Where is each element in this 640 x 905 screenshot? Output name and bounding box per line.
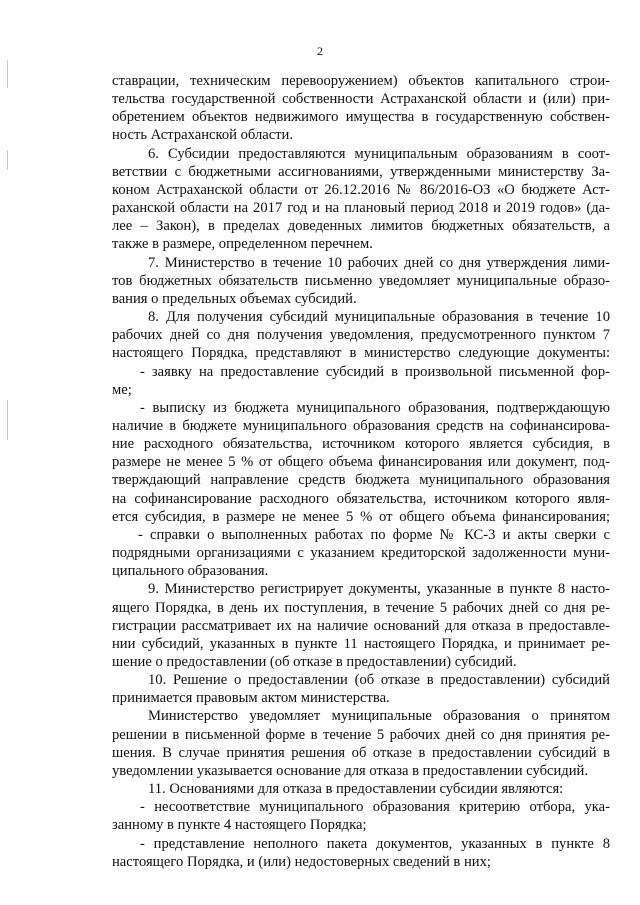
text-line: шение о предоставлении (об отказе в предоставлении) субсидий. bbox=[112, 654, 517, 670]
page-number: 2 bbox=[317, 44, 323, 58]
text-line: тов бюджетных обязательств письменно уведомляет муниципальные образо- bbox=[112, 272, 610, 289]
text-line: размере не менее 5 % от общего объема финансирования или документ, под- bbox=[112, 454, 610, 471]
text-line: 7. Министерство в течение 10 рабочих дней со дня утверждения лими- bbox=[148, 254, 610, 271]
text-line: 8. Для получения субсидий муниципальные образования в течение 10 bbox=[148, 309, 610, 326]
text-line: тельства государственной собственности Астраханской области и (или) при- bbox=[112, 91, 610, 108]
text-line: принимается правовым актом министерства. bbox=[112, 690, 390, 707]
document-body bbox=[112, 72, 610, 871]
text-line: 6. Субсидии предоставляются муниципальным образованиям в соот- bbox=[148, 145, 610, 162]
text-line: занному в пункте 4 настоящего Порядка; bbox=[112, 817, 367, 834]
text-line: коном Астраханской области от 26.12.2016 № 86/2016-ОЗ «О бюджете Аст- bbox=[112, 181, 610, 198]
text-line: ность Астраханской области. bbox=[112, 127, 294, 144]
text-line: настоящего Порядка, и (или) недостоверных сведений в них; bbox=[112, 853, 491, 870]
text-line: 11. Основаниями для отказа в предоставлении субсидии являются: bbox=[148, 781, 564, 798]
text-line: раханской области на 2017 год и на плановый период 2018 и 2019 годов» (да- bbox=[112, 200, 610, 217]
text-line: настоящего Порядка, представляют в министерство следующие документы: bbox=[112, 345, 610, 362]
text-line: ветствии с бюджетными ассигнованиями, утвержденными министерству За- bbox=[112, 163, 610, 180]
text-line: - несоответствие муниципального образования критерию отбора, ука- bbox=[140, 799, 610, 816]
text-line: ется субсидия, в размере не менее 5 % от общего объема финансирования; bbox=[112, 508, 610, 525]
text-line: - выписку из бюджета муниципального образования, подтверждающую bbox=[140, 399, 610, 416]
text-line: вания о предельных объемах субсидий. bbox=[112, 290, 357, 307]
text-line: 10. Решение о предоставлении (об отказе в предоставлении) субсидий bbox=[148, 672, 610, 689]
text-line: обретением объектов недвижимого имущества в государственную собствен- bbox=[112, 109, 610, 126]
text-line: шения. В случае принятия решения об отказе в предоставлении субсидий в bbox=[112, 744, 610, 761]
text-line: также в размере, определенном перечнем. bbox=[112, 236, 373, 253]
text-line: 9. Министерство регистрирует документы, указанные в пункте 8 насто- bbox=[148, 581, 610, 598]
scan-edge-mark bbox=[7, 150, 8, 170]
text-line: тверждающий направление средств бюджета муниципального образования bbox=[112, 472, 610, 489]
text-line: - заявку на предоставление субсидий в произвольной письменной фор- bbox=[140, 363, 610, 380]
text-line: уведомлении указывается основание для отказа в предоставлении субсидий. bbox=[112, 762, 588, 779]
text-line: лее – Закон), в пределах доведенных лимитов бюджетных обязательств, а bbox=[112, 218, 610, 235]
text-line: - справки о выполненных работах по форме № КС-3 и акты сверки с bbox=[138, 526, 610, 543]
text-line: подрядными организациями с указанием кредиторской задолженности муни- bbox=[112, 545, 610, 562]
text-line: решении в письменной форме в течение 5 рабочих дней со дня принятия ре- bbox=[112, 726, 610, 743]
scan-edge-mark bbox=[7, 400, 8, 440]
text-line: ние расходного обязательства, источником которого является субсидия, в bbox=[112, 436, 610, 453]
text-line: ципального образования. bbox=[112, 563, 269, 580]
text-line: гистрации рассматривает их на наличие оснований для отказа в предоставле- bbox=[112, 617, 610, 634]
text-line: нии субсидий, указанных в пункте 11 настоящего Порядка, и принимает ре- bbox=[112, 635, 610, 652]
text-line: - представление неполного пакета документов, указанных в пункте 8 bbox=[140, 835, 610, 852]
text-line: Министерство уведомляет муниципальные образования о принятом bbox=[148, 708, 610, 725]
text-line: ставрации, техническим перевооружением) объектов капитального строи- bbox=[112, 73, 610, 89]
text-line: наличие в бюджете муниципального образования средств на софинансирова- bbox=[112, 417, 610, 434]
text-line: на софинансирование расходного обязательства, источником которого явля- bbox=[112, 490, 610, 507]
text-line: рабочих дней со дня получения уведомления, предусмотренного пунктом 7 bbox=[112, 327, 610, 344]
text-line: ящего Порядка, в день их поступления, в течение 5 рабочих дней со дня ре- bbox=[112, 599, 610, 616]
scan-edge-mark bbox=[7, 60, 8, 88]
text-line: ме; bbox=[112, 381, 132, 398]
